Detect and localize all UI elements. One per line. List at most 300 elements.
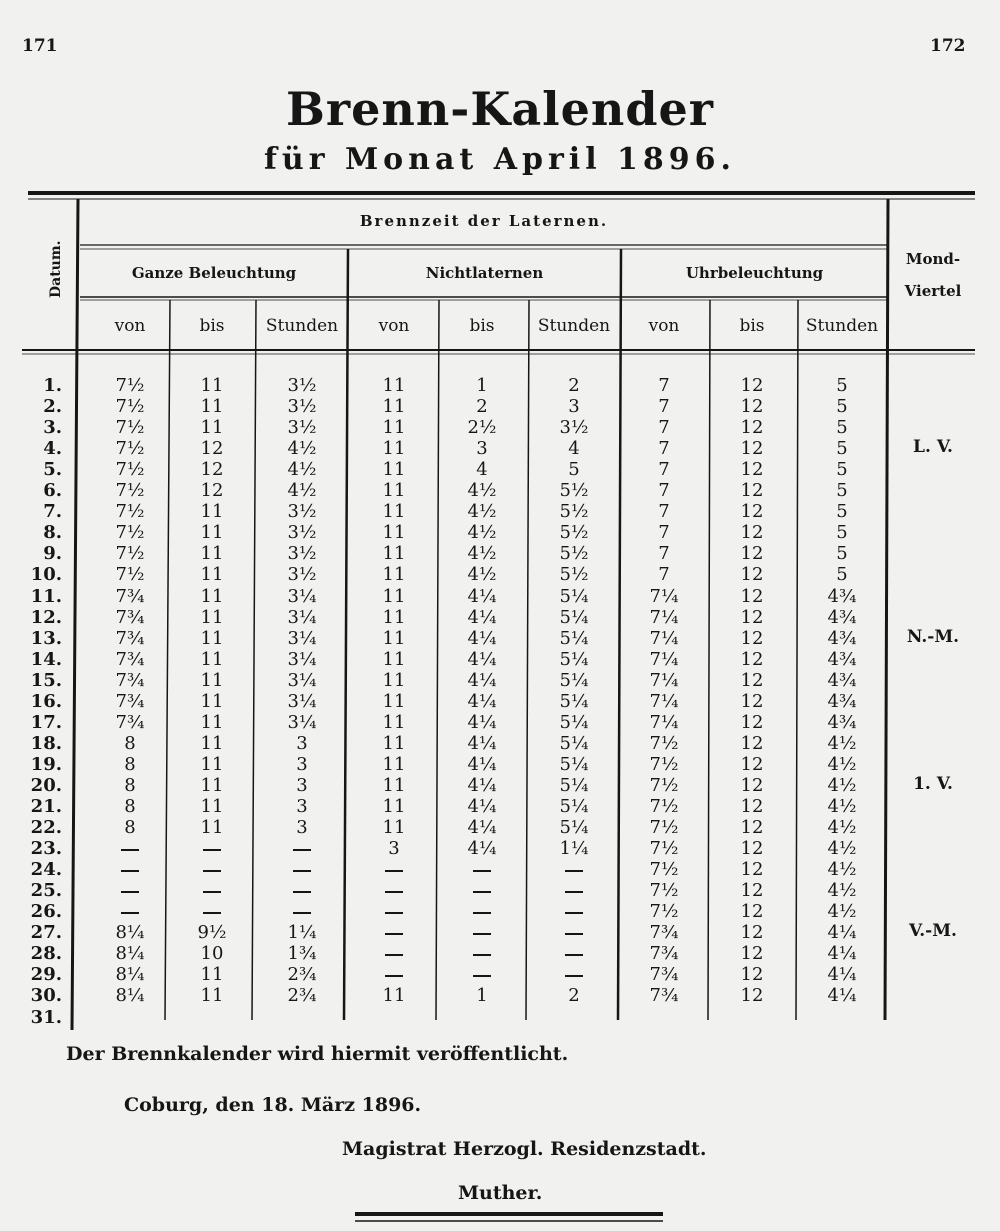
table-cell: 7 <box>658 543 670 565</box>
table-cell: 12 <box>740 480 764 502</box>
group-header-uhr: Uhrbeleuchtung <box>685 264 824 282</box>
table-cell: 7½ <box>115 375 145 396</box>
table-cell: 7 <box>658 564 670 586</box>
table-cell: 12 <box>740 690 764 712</box>
table-cell: 4¾ <box>827 669 857 691</box>
date-cell: 20. <box>30 774 62 796</box>
table-cell: 4 <box>568 438 580 460</box>
date-cell: 14. <box>30 648 62 670</box>
table-cell: 3 <box>296 753 308 775</box>
table-cell: 3¼ <box>287 669 317 691</box>
table-cell: 1¾ <box>287 943 317 965</box>
date-cell: 11. <box>30 585 62 607</box>
page-title: Brenn-Kalender <box>286 82 714 136</box>
table-cell: 11 <box>382 501 406 523</box>
date-cell: 15. <box>30 669 62 691</box>
table-cell: 4½ <box>827 859 857 881</box>
table-cell <box>170 1007 254 1028</box>
empty-dash <box>565 912 583 914</box>
table-cell <box>260 1007 344 1028</box>
table-cell: 5¼ <box>559 796 589 817</box>
subheader-6: von <box>648 316 680 336</box>
table-cell: 12 <box>200 438 224 460</box>
table-cell: 11 <box>382 543 406 565</box>
table-cell: 11 <box>200 985 224 1007</box>
table-cell: 7½ <box>115 564 145 586</box>
table-cell: 12 <box>740 375 764 396</box>
subheader-4: bis <box>469 316 495 336</box>
table-cell: 11 <box>382 564 406 586</box>
table-cell: 11 <box>382 585 406 607</box>
table-cell: 3 <box>568 396 580 418</box>
table-cell: 12 <box>740 669 764 691</box>
table-cell: 11 <box>382 690 406 712</box>
table-cell: 4½ <box>467 501 497 523</box>
table-cell: 4¼ <box>827 943 857 965</box>
empty-dash <box>473 912 491 914</box>
page-number-right: 172 <box>930 36 966 56</box>
empty-dash <box>385 933 403 935</box>
empty-dash <box>473 891 491 893</box>
table-cell: 4¼ <box>827 922 857 944</box>
table-cell: 7½ <box>649 732 679 754</box>
empty-dash <box>385 870 403 872</box>
table-cell: 11 <box>200 606 224 628</box>
table-cell: 5¼ <box>559 753 589 775</box>
table-cell: 5½ <box>559 564 589 586</box>
table-cell: 2¾ <box>287 985 317 1007</box>
table-cell: 11 <box>382 375 406 396</box>
empty-dash <box>121 849 139 851</box>
table-cell: 5 <box>836 375 848 396</box>
table-cell: 7 <box>658 501 670 523</box>
table-cell: 8¼ <box>115 964 145 986</box>
table-cell: 4¼ <box>467 627 497 649</box>
table-cell: 7¼ <box>649 711 679 733</box>
table-cell: 12 <box>740 922 764 944</box>
table-cell: 3¼ <box>287 711 317 733</box>
date-cell: 17. <box>30 711 62 733</box>
table-cell: 4½ <box>467 564 497 586</box>
table-cell: 8¼ <box>115 922 145 944</box>
table-cell <box>710 1007 794 1028</box>
table-cell: 12 <box>740 838 764 860</box>
table-cell: 7¾ <box>649 985 679 1007</box>
table-cell: 4½ <box>467 522 497 544</box>
subheader-0: von <box>114 316 146 336</box>
table-cell: 11 <box>200 669 224 691</box>
table-cell: 4 <box>476 459 488 481</box>
table-cell: 4½ <box>827 753 857 775</box>
table-cell: 12 <box>740 648 764 670</box>
table-cell: 11 <box>382 438 406 460</box>
table-cell: 5 <box>836 396 848 418</box>
notice-text: Der Brennkalender wird hiermit veröffentlicht. <box>66 1043 569 1065</box>
date-cell: 1. <box>43 375 62 396</box>
table-cell: 4¼ <box>467 732 497 754</box>
table-cell: 12 <box>740 901 764 923</box>
table-cell: 5¼ <box>559 669 589 691</box>
table-cell: 5 <box>836 480 848 502</box>
table-cell: 4½ <box>827 901 857 923</box>
table-cell: 8 <box>124 753 136 775</box>
table-cell: 12 <box>740 522 764 544</box>
table-cell: 7 <box>658 480 670 502</box>
table-cell: 12 <box>740 501 764 523</box>
table-cell: 11 <box>382 732 406 754</box>
table-cell: 4¼ <box>827 985 857 1007</box>
table-cell: 11 <box>200 585 224 607</box>
table-cell: 7¾ <box>115 690 145 712</box>
table-cell: 7 <box>658 438 670 460</box>
date-cell: 13. <box>30 627 62 649</box>
empty-dash <box>565 954 583 956</box>
table-cell: 12 <box>740 627 764 649</box>
table-cell: 7½ <box>115 459 145 481</box>
table-cell: 3½ <box>287 417 317 439</box>
table-cell: 4½ <box>467 543 497 565</box>
table-cell: 4¼ <box>827 964 857 986</box>
table-cell: 4¼ <box>467 711 497 733</box>
date-cell: 8. <box>43 522 62 544</box>
empty-dash <box>385 975 403 977</box>
empty-dash <box>473 954 491 956</box>
table-cell: 3½ <box>559 417 589 439</box>
table-cell: 5¼ <box>559 606 589 628</box>
empty-dash <box>565 891 583 893</box>
table-cell: 11 <box>382 627 406 649</box>
table-cell: 5¼ <box>559 690 589 712</box>
date-cell: 5. <box>43 459 62 481</box>
table-cell: 11 <box>200 564 224 586</box>
date-cell: 23. <box>30 838 62 860</box>
empty-dash <box>203 870 221 872</box>
subheader-2: Stunden <box>265 316 339 336</box>
table-cell: 4½ <box>827 796 857 817</box>
date-cell: 28. <box>30 943 62 965</box>
table-cell: 5¼ <box>559 817 589 839</box>
table-cell: 11 <box>382 417 406 439</box>
table-cell: 3¼ <box>287 690 317 712</box>
table-cell <box>352 1007 436 1028</box>
table-cell: 7½ <box>115 417 145 439</box>
table-cell: 3¼ <box>287 648 317 670</box>
table-cell: 12 <box>740 396 764 418</box>
table-cell: 12 <box>740 774 764 796</box>
table-cell: 3¼ <box>287 606 317 628</box>
date-cell: 3. <box>43 417 62 439</box>
table-cell: 7 <box>658 459 670 481</box>
date-cell: 22. <box>30 817 62 839</box>
table-cell: 11 <box>200 732 224 754</box>
subheader-8: Stunden <box>805 316 879 336</box>
table-cell: 7¼ <box>649 627 679 649</box>
table-cell: 5 <box>836 543 848 565</box>
table-cell: 11 <box>200 711 224 733</box>
table-cell: 12 <box>200 480 224 502</box>
table-cell: 3 <box>296 732 308 754</box>
table-cell: 4¾ <box>827 627 857 649</box>
empty-dash <box>473 933 491 935</box>
table-cell: 1 <box>476 985 488 1007</box>
table-cell: 4½ <box>827 880 857 902</box>
table-cell: 3½ <box>287 522 317 544</box>
date-cell: 26. <box>30 901 62 923</box>
table-cell: 3½ <box>287 396 317 418</box>
table-cell: 3¼ <box>287 627 317 649</box>
table-cell: 12 <box>740 985 764 1007</box>
table-cell: 3¼ <box>287 585 317 607</box>
table-cell: 7½ <box>115 501 145 523</box>
page-subtitle: für Monat April 1896. <box>264 142 736 177</box>
table-cell: 2 <box>568 985 580 1007</box>
table-cell: 5½ <box>559 480 589 502</box>
table-cell: 1¼ <box>287 922 317 944</box>
date-cell: 12. <box>30 606 62 628</box>
moon-phase-label: N.-M. <box>906 626 960 647</box>
table-cell: 11 <box>382 711 406 733</box>
table-cell: 2 <box>568 375 580 396</box>
table-cell: 5 <box>836 522 848 544</box>
table-cell: 11 <box>200 690 224 712</box>
date-cell: 25. <box>30 880 62 902</box>
date-cell: 24. <box>30 859 62 881</box>
table-cell: 4½ <box>287 480 317 502</box>
page-number-left: 171 <box>22 36 58 56</box>
table-cell: 12 <box>200 459 224 481</box>
date-cell: 4. <box>43 438 62 460</box>
table-cell: 4½ <box>827 838 857 860</box>
table-cell: 5 <box>836 501 848 523</box>
table-cell: 7¾ <box>115 585 145 607</box>
table-cell: 12 <box>740 943 764 965</box>
subheader-7: bis <box>739 316 765 336</box>
table-cell: 3½ <box>287 543 317 565</box>
table-cell: 8¼ <box>115 985 145 1007</box>
table-cell <box>440 1007 524 1028</box>
table-cell: 11 <box>200 396 224 418</box>
moon-phase-label: L. V. <box>913 437 953 458</box>
table-cell: 12 <box>740 859 764 881</box>
table-cell: 7½ <box>649 838 679 860</box>
table-cell: 1 <box>476 375 488 396</box>
table-cell: 7¼ <box>649 690 679 712</box>
table-cell: 11 <box>382 396 406 418</box>
signature: Muther. <box>458 1182 543 1204</box>
table-cell: 7½ <box>649 817 679 839</box>
table-cell: 4¾ <box>827 711 857 733</box>
table-cell: 7 <box>658 522 670 544</box>
table-cell: 12 <box>740 585 764 607</box>
table-cell: 4¾ <box>827 690 857 712</box>
table-cell: 7½ <box>649 880 679 902</box>
table-cell: 4½ <box>287 459 317 481</box>
table-cell: 4¼ <box>467 796 497 817</box>
table-cell: 11 <box>200 753 224 775</box>
table-cell: 11 <box>382 522 406 544</box>
subheader-5: Stunden <box>537 316 611 336</box>
table-cell: 5¼ <box>559 627 589 649</box>
empty-dash <box>385 912 403 914</box>
empty-dash <box>121 891 139 893</box>
date-cell: 9. <box>43 543 62 565</box>
table-cell: 5½ <box>559 522 589 544</box>
table-cell: 4¼ <box>467 585 497 607</box>
table-cell: 7½ <box>649 859 679 881</box>
table-cell: 7½ <box>115 543 145 565</box>
table-cell: 8 <box>124 796 136 817</box>
table-cell: 7½ <box>649 901 679 923</box>
date-cell: 2. <box>43 396 62 418</box>
table-cell: 10 <box>200 943 224 965</box>
table-cell: 11 <box>382 606 406 628</box>
empty-dash <box>293 912 311 914</box>
empty-dash <box>121 870 139 872</box>
table-cell: 8 <box>124 732 136 754</box>
table-cell: 8 <box>124 774 136 796</box>
table-cell: 7 <box>658 375 670 396</box>
table-cell: 12 <box>740 732 764 754</box>
table-cell: 5½ <box>559 501 589 523</box>
table-cell: 3 <box>296 774 308 796</box>
table-cell <box>532 1007 616 1028</box>
table-cell: 11 <box>200 543 224 565</box>
empty-dash <box>203 891 221 893</box>
table-cell: 7¾ <box>115 627 145 649</box>
table-cell: 11 <box>200 648 224 670</box>
table-cell <box>88 1007 172 1028</box>
table-cell: 5¼ <box>559 585 589 607</box>
table-cell: 12 <box>740 796 764 817</box>
empty-dash <box>565 933 583 935</box>
empty-dash <box>293 870 311 872</box>
table-cell: 4¼ <box>467 753 497 775</box>
table-cell: 12 <box>740 438 764 460</box>
table-cell: 7¾ <box>115 669 145 691</box>
table-cell: 11 <box>200 522 224 544</box>
table-cell: 7¾ <box>115 606 145 628</box>
table-cell: 11 <box>382 796 406 817</box>
subheader-3: von <box>378 316 410 336</box>
table-cell: 7½ <box>115 480 145 502</box>
table-cell: 11 <box>382 648 406 670</box>
table-cell: 5¼ <box>559 774 589 796</box>
date-cell: 16. <box>30 690 62 712</box>
table-cell: 12 <box>740 606 764 628</box>
table-cell: 2¾ <box>287 964 317 986</box>
table-cell: 7¾ <box>115 648 145 670</box>
date-cell: 10. <box>30 564 62 586</box>
table-cell: 11 <box>382 459 406 481</box>
table-cell: 3 <box>476 438 488 460</box>
table-cell: 11 <box>382 480 406 502</box>
table-cell: 4¼ <box>467 838 497 860</box>
table-cell: 5¼ <box>559 711 589 733</box>
table-cell: 4¼ <box>467 648 497 670</box>
place-date: Coburg, den 18. März 1896. <box>124 1094 422 1116</box>
table-cell: 4½ <box>827 817 857 839</box>
table-cell: 8 <box>124 817 136 839</box>
table-cell: 11 <box>200 627 224 649</box>
empty-dash <box>565 975 583 977</box>
table-cell: 1¼ <box>559 838 589 860</box>
empty-dash <box>203 849 221 851</box>
empty-dash <box>385 954 403 956</box>
table-cell: 11 <box>382 774 406 796</box>
empty-dash <box>473 870 491 872</box>
table-cell: 3½ <box>287 564 317 586</box>
table-cell: 7¾ <box>115 711 145 733</box>
table-cell: 7½ <box>649 774 679 796</box>
table-cell: 4¾ <box>827 585 857 607</box>
table-cell: 7¾ <box>649 943 679 965</box>
table-cell: 7¼ <box>649 648 679 670</box>
table-cell: 3½ <box>287 375 317 396</box>
table-cell: 11 <box>200 417 224 439</box>
date-cell: 18. <box>30 732 62 754</box>
empty-dash <box>565 870 583 872</box>
table-cell: 7½ <box>115 438 145 460</box>
table-cell: 4¼ <box>467 669 497 691</box>
date-cell: 19. <box>30 753 62 775</box>
table-cell <box>622 1007 706 1028</box>
authority: Magistrat Herzogl. Residenzstadt. <box>342 1138 707 1160</box>
table-cell: 8¼ <box>115 943 145 965</box>
table-cell: 4½ <box>287 438 317 460</box>
group-header-ganze: Ganze Beleuchtung <box>131 264 297 282</box>
table-cell: 11 <box>200 964 224 986</box>
table-cell: 5½ <box>559 543 589 565</box>
empty-dash <box>121 912 139 914</box>
table-cell: 7¾ <box>649 964 679 986</box>
empty-dash <box>385 891 403 893</box>
moon-phase-label: V.-M. <box>909 921 957 942</box>
table-cell: 7½ <box>649 796 679 817</box>
table-cell: 9½ <box>197 922 227 944</box>
table-cell: 11 <box>200 817 224 839</box>
table-cell: 11 <box>200 375 224 396</box>
empty-dash <box>293 891 311 893</box>
date-cell: 21. <box>30 796 62 817</box>
moon-phase-label: 1. V. <box>913 773 953 794</box>
date-cell: 7. <box>43 501 62 523</box>
table-cell: 4¼ <box>467 774 497 796</box>
table-cell: 3 <box>296 817 308 839</box>
brennzeit-header: Brennzeit der Laternen. <box>359 212 609 230</box>
table-cell: 4¾ <box>827 606 857 628</box>
table-cell: 5¼ <box>559 648 589 670</box>
datum-header: Datum. <box>48 240 64 298</box>
table-cell: 11 <box>382 985 406 1007</box>
table-cell: 5 <box>836 564 848 586</box>
table-cell: 7¼ <box>649 585 679 607</box>
table-cell: 7 <box>658 417 670 439</box>
table-cell: 12 <box>740 964 764 986</box>
mond-header-line1: Mond- <box>905 250 961 268</box>
table-cell: 11 <box>382 669 406 691</box>
table-cell <box>800 1007 884 1028</box>
table-cell: 7¼ <box>649 669 679 691</box>
table-cell: 12 <box>740 880 764 902</box>
table-cell: 11 <box>382 753 406 775</box>
table-cell: 5 <box>836 417 848 439</box>
table-cell: 4¾ <box>827 648 857 670</box>
table-cell: 7 <box>658 396 670 418</box>
date-cell: 30. <box>30 985 62 1007</box>
table-cell: 7¾ <box>649 922 679 944</box>
table-cell: 4½ <box>827 732 857 754</box>
date-cell: 27. <box>30 922 62 944</box>
